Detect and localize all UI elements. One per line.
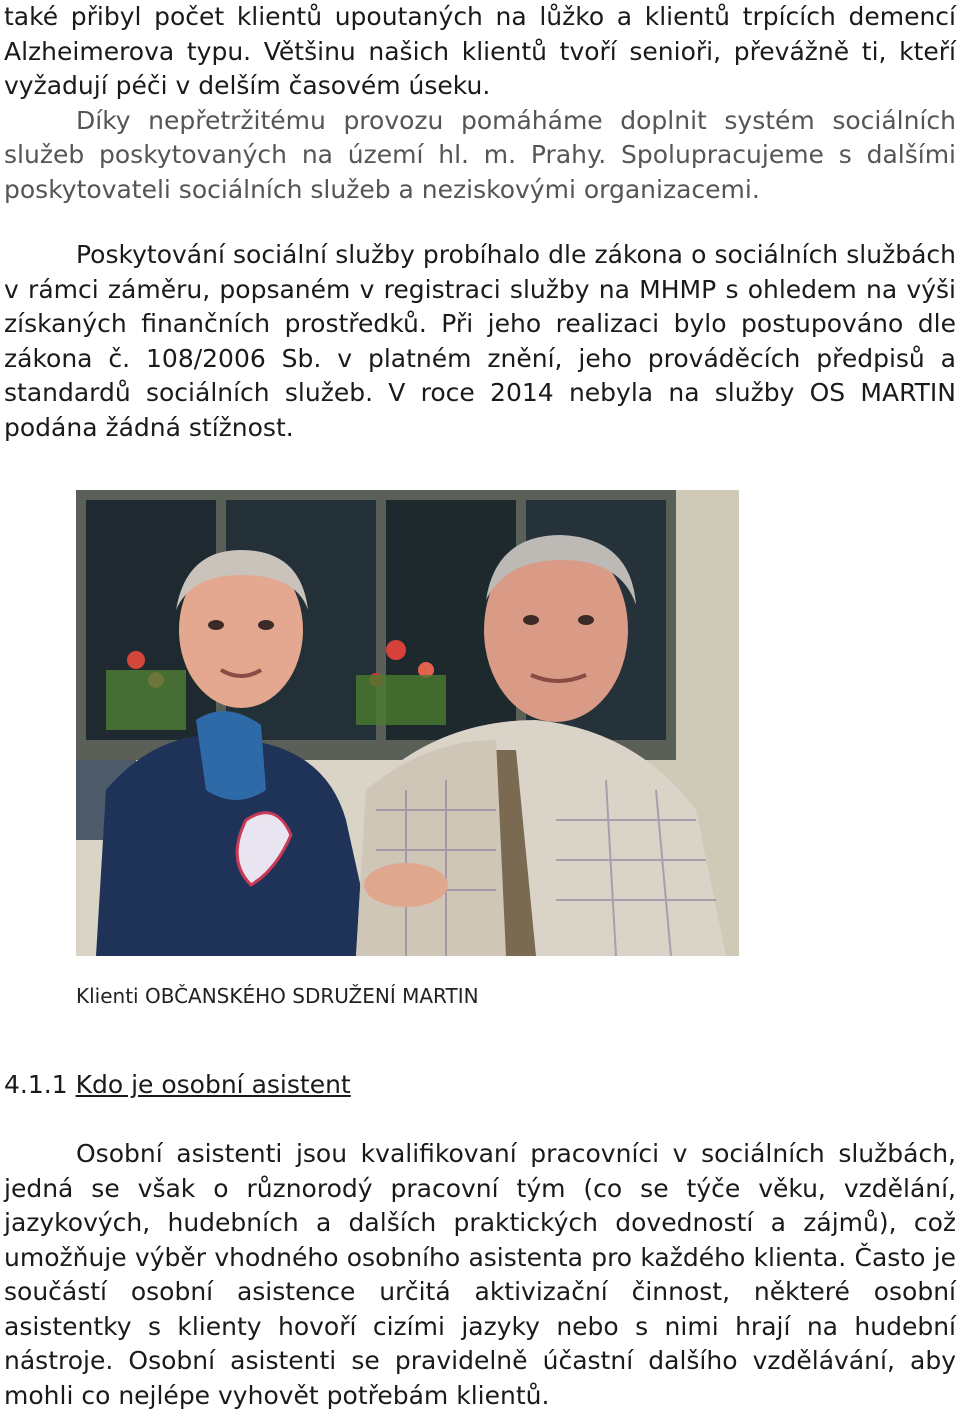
intro-paragraph <box>4 0 956 207</box>
intro-text-a: také přibyl počet klientů upoutaných na lůžko a klientů trpících demencí Alzheimerova typu. Většinu našich klientů tvoří senioři, převážně ti, kteří vyžadují péči v delším časovém úseku. <box>4 2 956 100</box>
clients-photo <box>76 490 739 956</box>
section-title: Kdo je osobní asistent <box>75 1070 351 1099</box>
section-heading <box>4 1068 351 1102</box>
intro-text-c: Spolupracujeme s dalšími poskytovateli sociálních služeb a neziskovými organizacemi. <box>4 140 956 204</box>
intro-text-b: Díky nepřetržitému provozu pomáháme doplnit systém sociálních služeb poskytovaných na území hl. m. Prahy. Spolupracujeme s dalšími poskytovateli sociálních služeb a neziskovými organizacemi. <box>4 105 956 204</box>
photo-caption: Klienti OBČANSKÉHO SDRUŽENÍ MARTIN <box>76 984 479 1008</box>
section-number: 4.1.1 <box>4 1070 68 1099</box>
registration-paragraph: Poskytování sociální služby probíhalo dle zákona o sociálních službách v rámci záměru, popsaném v registraci služby na MHMP s ohledem na výši získaných finančních prostředků. Při jeho realizaci bylo postupováno dle zákona č. 108/2006 Sb. v platném znění, jeho prováděcích předpisů a standardů sociálních služeb. V roce 2014 nebyla na služby OS MARTIN podána žádná stížnost. <box>4 240 956 442</box>
clients-photo-illustration <box>76 490 739 956</box>
assistant-paragraph: Osobní asistenti jsou kvalifikovaní pracovníci v sociálních službách, jedná se však o různorodý pracovní tým (co se týče věku, vzdělání, jazykových, hudebních a dalších praktických dovedností a zájmů), což umožňuje výběr vhodného osobního asistenta pro každého klienta. Často je součástí osobní asistence určitá aktivizační činnost, některé osobní asistentky s klienty hovoří cizími jazyky nebo s nimi hrají na hudební nástroje. Osobní asistenti se pravidelně účastní dalšího vzdělávání, aby mohli co nejlépe vyhovět potřebám klientů. <box>4 1139 956 1410</box>
